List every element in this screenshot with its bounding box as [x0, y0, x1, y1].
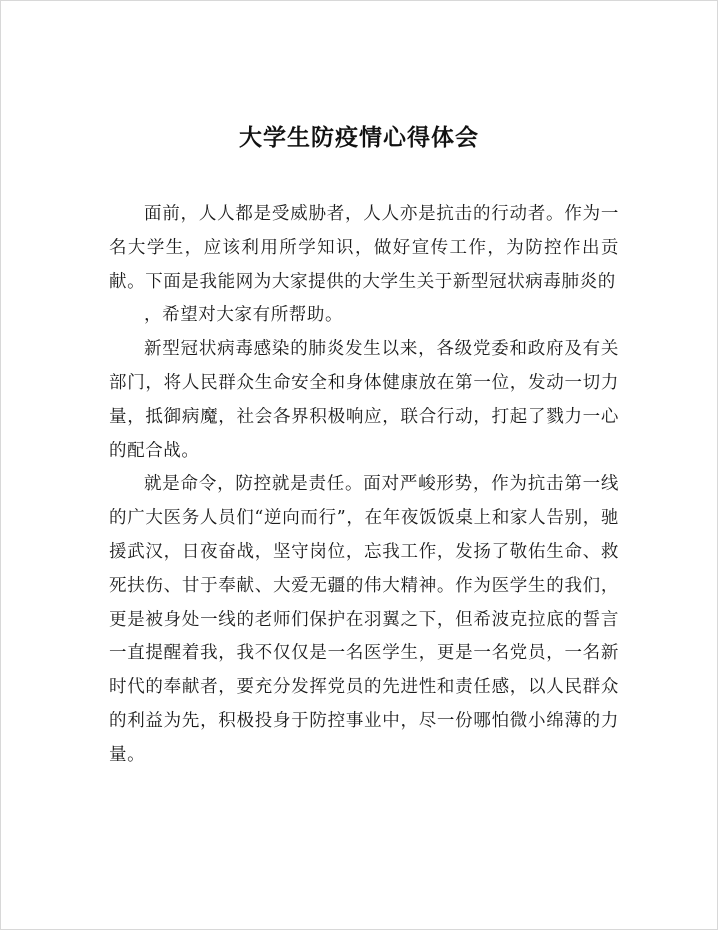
document-title: 大学生防疫情心得体会 [239, 125, 479, 151]
paragraph-1: 面前，人人都是受威胁者，人人亦是抗击的行动者。作为一名大学生，应该利用所学知识，做好宣传工作，为防控作出贡献。下面是我能网为大家提供的大学生关于新型冠状病毒肺炎的 [109, 204, 619, 292]
paragraph-3: 新型冠状病毒感染的肺炎发生以来，各级党委和政府及有关部门，将人民群众生命安全和身体健康放在第一位，发动一切力量，抵御病魔，社会各界积极响应，联合行动，打起了戮力一心的配合战。 [109, 339, 619, 461]
document-body [109, 198, 619, 773]
paragraph-4: 就是命令，防控就是责任。面对严峻形势，作为抗击第一线的广大医务人员们“逆向而行”，在年夜饭饭桌上和家人告别，驰援武汉，日夜奋战，坚守岗位，忘我工作，发扬了敬佑生命、救死扶伤、甘于奉献、大爱无疆的伟大精神。作为医学生的我们，更是被身处一线的老师们保护在羽翼之下，但希波克拉底的誓言一直提醒着我，我不仅仅是一名医学生，更是一名党员，一名新时代的奉献者，要充分发挥党员的先进性和责任感，以人民群众的利益为先，积极投身于防控事业中，尽一份哪怕微小绵薄的力量。 [109, 474, 619, 765]
paragraph-2: ，希望对大家有所帮助。 [144, 305, 344, 326]
